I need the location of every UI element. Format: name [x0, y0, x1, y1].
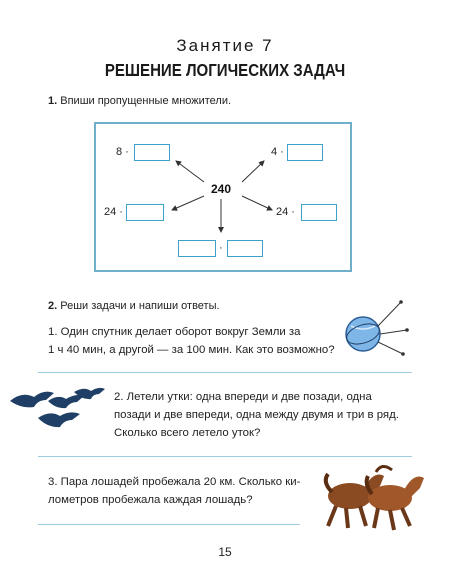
arrow-top-right	[242, 161, 264, 182]
task1-heading	[48, 95, 231, 107]
answer-line-3[interactable]	[38, 524, 300, 525]
task2-heading	[48, 300, 220, 312]
problem-1	[48, 323, 348, 359]
page-number: 15	[218, 545, 232, 559]
task1-number: 1.	[48, 95, 58, 107]
factor-mid-left: 24 ·	[104, 206, 123, 218]
answer-box-bottom-right[interactable]	[227, 240, 263, 257]
problem-3-line-1: 3. Пара лошадей пробежала 20 км. Сколько ки-	[48, 476, 301, 488]
problem-2	[114, 388, 434, 442]
task2-number: 2.	[48, 300, 58, 312]
problem-3-line-2: лометров пробежала каждая лошадь?	[48, 494, 253, 506]
lesson-heading: Занятие 7	[176, 36, 274, 55]
answer-line-2[interactable]	[38, 456, 412, 457]
task1-text: Впиши пропущенные множители.	[60, 95, 232, 107]
multiplication-dot: ·	[219, 242, 223, 254]
answer-box-top-right[interactable]	[287, 144, 323, 161]
arrow-mid-left	[172, 196, 204, 210]
horses-icon	[318, 462, 428, 534]
center-number: 240	[211, 182, 232, 196]
answer-box-mid-left[interactable]	[126, 204, 164, 221]
problem-2-line-3: Сколько всего летело уток?	[114, 427, 261, 439]
factor-mid-right: 24 ·	[276, 206, 295, 218]
task1-frame	[94, 122, 352, 272]
answer-box-mid-right[interactable]	[301, 204, 337, 221]
factor-top-right: 4 ·	[271, 146, 284, 158]
problem-1-line-1: 1. Один спутник делает оборот вокруг Земли за	[48, 326, 301, 338]
problem-2-line-1: 2. Летели утки: одна впереди и две позади, одна	[114, 391, 372, 403]
arrow-top-left	[176, 161, 204, 182]
ducks-icon	[8, 386, 106, 434]
factor-top-left: 8 ·	[116, 146, 129, 158]
task2-text: Реши задачи и напиши ответы.	[60, 300, 220, 312]
answer-line-1[interactable]	[38, 372, 412, 373]
answer-box-bottom-left[interactable]	[178, 240, 216, 257]
problem-1-line-2: 1 ч 40 мин, а другой — за 100 мин. Как это возможно?	[48, 344, 335, 356]
problem-3	[48, 473, 318, 509]
page-title: РЕШЕНИЕ ЛОГИЧЕСКИХ ЗАДАЧ	[104, 60, 346, 80]
problem-2-line-2: позади и две впереди, одна между двумя и три в ряд.	[114, 409, 399, 421]
answer-box-top-left[interactable]	[134, 144, 170, 161]
satellite-globe-icon	[335, 296, 411, 372]
arrow-mid-right	[242, 196, 272, 210]
